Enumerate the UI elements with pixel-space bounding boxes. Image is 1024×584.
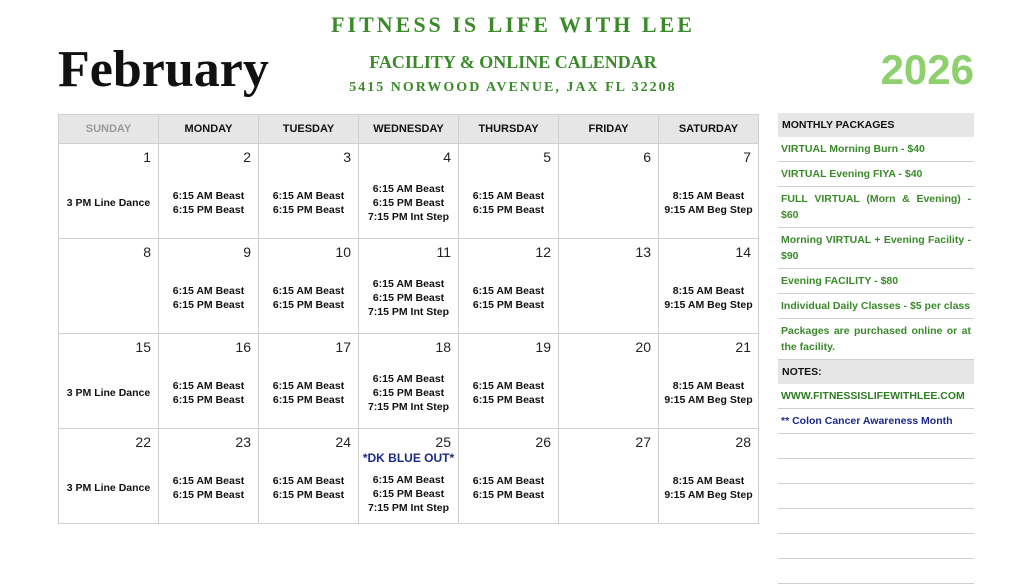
class-event: 6:15 PM Beast [172, 299, 245, 311]
day-number: 26 [535, 434, 551, 450]
class-event: 6:15 PM Beast [372, 292, 445, 304]
day-events [159, 172, 258, 234]
class-event: 3 PM Line Dance [66, 482, 151, 494]
class-event: 6:15 PM Beast [372, 197, 445, 209]
calendar-subtitle: FACILITY & ONLINE CALENDAR [369, 52, 657, 72]
website-link[interactable]: WWW.FITNESSISLIFEWITHLEE.COM [778, 384, 974, 409]
class-event: 6:15 PM Beast [172, 489, 245, 501]
day-cell [659, 144, 759, 239]
sidebar-panel [778, 113, 974, 584]
day-cell [459, 144, 559, 239]
day-number: 28 [735, 434, 751, 450]
day-cell [259, 429, 359, 524]
day-cell [459, 429, 559, 524]
notes-heading: NOTES: [778, 360, 974, 384]
class-event: 6:15 AM Beast [372, 278, 445, 290]
class-event: 6:15 AM Beast [472, 380, 545, 392]
day-number: 11 [436, 244, 451, 260]
day-number: 4 [443, 149, 451, 165]
class-event: 7:15 PM Int Step [367, 401, 450, 413]
class-event: 8:15 AM Beast [672, 190, 745, 202]
class-event: 6:15 PM Beast [272, 299, 345, 311]
day-events [459, 172, 558, 234]
day-events [359, 469, 458, 519]
class-event: 6:15 AM Beast [472, 285, 545, 297]
package-item: Evening FACILITY - $80 [778, 269, 974, 294]
class-event: 6:15 PM Beast [472, 204, 545, 216]
class-event: 7:15 PM Int Step [367, 502, 450, 514]
day-events [559, 457, 658, 519]
package-item: Packages are purchased online or at the facility. [778, 319, 974, 360]
day-events [359, 172, 458, 234]
day-cell [59, 144, 159, 239]
day-cell [559, 334, 659, 429]
day-cell [459, 334, 559, 429]
day-cell [159, 239, 259, 334]
class-event: 6:15 AM Beast [172, 190, 245, 202]
day-number: 13 [635, 244, 651, 260]
day-cell [259, 239, 359, 334]
day-events [659, 267, 758, 329]
class-event: 6:15 PM Beast [272, 394, 345, 406]
package-item: VIRTUAL Morning Burn - $40 [778, 137, 974, 162]
day-cell [59, 334, 159, 429]
day-number: 18 [435, 339, 451, 355]
class-event: 7:15 PM Int Step [367, 306, 450, 318]
calendar-week-row [59, 144, 759, 239]
class-event: 6:15 PM Beast [272, 489, 345, 501]
day-number: 20 [635, 339, 651, 355]
class-event: 3 PM Line Dance [66, 387, 151, 399]
day-number: 9 [243, 244, 251, 260]
day-number: 21 [735, 339, 751, 355]
day-events [659, 457, 758, 519]
class-event: 6:15 AM Beast [272, 285, 345, 297]
year-title: 2026 [880, 46, 974, 93]
day-cell [359, 429, 459, 524]
class-event: 6:15 AM Beast [372, 474, 445, 486]
day-events [259, 457, 358, 519]
class-event: 6:15 AM Beast [372, 373, 445, 385]
facility-address: 5415 NORWOOD AVENUE, JAX FL 32208 [349, 80, 677, 95]
class-event: 6:15 PM Beast [372, 488, 445, 500]
day-events [559, 172, 658, 234]
day-cell [259, 144, 359, 239]
class-event: 9:15 AM Beg Step [664, 204, 753, 216]
class-event: 6:15 PM Beast [172, 204, 245, 216]
packages-heading: MONTHLY PACKAGES [778, 113, 974, 137]
day-cell [159, 334, 259, 429]
weekday-sunday: SUNDAY [59, 115, 159, 144]
day-number: 27 [635, 434, 651, 450]
day-events [59, 172, 158, 234]
awareness-note: ** Colon Cancer Awareness Month [778, 409, 974, 434]
note-line [778, 484, 974, 509]
class-event: 6:15 AM Beast [172, 475, 245, 487]
day-cell [659, 239, 759, 334]
class-event: 8:15 AM Beast [672, 380, 745, 392]
day-number: 15 [135, 339, 151, 355]
class-event: 6:15 AM Beast [272, 475, 345, 487]
class-event: 6:15 PM Beast [472, 394, 545, 406]
class-event: 6:15 AM Beast [272, 190, 345, 202]
brand-title: FITNESS IS LIFE WITH LEE [331, 12, 695, 37]
calendar-week-row [59, 429, 759, 524]
day-events [359, 362, 458, 424]
weekday-saturday: SATURDAY [659, 115, 759, 144]
weekday-monday: MONDAY [159, 115, 259, 144]
note-line [778, 459, 974, 484]
note-line [778, 434, 974, 459]
day-cell [359, 144, 459, 239]
day-events [659, 172, 758, 234]
day-number: 17 [335, 339, 351, 355]
day-number: 5 [543, 149, 551, 165]
package-item: Morning VIRTUAL + Evening Facility - $90 [778, 228, 974, 269]
day-events [59, 362, 158, 424]
day-number: 1 [143, 149, 151, 165]
day-note: *DK BLUE OUT* [362, 451, 455, 465]
day-events [459, 267, 558, 329]
class-event: 7:15 PM Int Step [367, 211, 450, 223]
day-number: 10 [335, 244, 351, 260]
class-event: 6:15 AM Beast [272, 380, 345, 392]
day-events [259, 267, 358, 329]
day-events [159, 267, 258, 329]
day-events [59, 457, 158, 519]
weekday-header-row [59, 115, 759, 144]
package-item: Individual Daily Classes - $5 per class [778, 294, 974, 319]
weekday-thursday: THURSDAY [459, 115, 559, 144]
class-event: 3 PM Line Dance [66, 197, 151, 209]
day-cell [259, 334, 359, 429]
day-number: 12 [535, 244, 551, 260]
class-event: 6:15 PM Beast [272, 204, 345, 216]
calendar-week-row [59, 334, 759, 429]
class-event: 6:15 AM Beast [472, 475, 545, 487]
day-events [559, 267, 658, 329]
day-events [559, 362, 658, 424]
package-item: VIRTUAL Evening FIYA - $40 [778, 162, 974, 187]
note-line [778, 534, 974, 559]
day-events [259, 362, 358, 424]
weekday-friday: FRIDAY [559, 115, 659, 144]
day-number: 24 [335, 434, 351, 450]
day-number: 7 [743, 149, 751, 165]
day-cell [559, 429, 659, 524]
day-cell [59, 239, 159, 334]
class-event: 6:15 AM Beast [472, 190, 545, 202]
package-item: FULL VIRTUAL (Morn & Evening) - $60 [778, 187, 974, 228]
day-events [459, 457, 558, 519]
day-number: 22 [135, 434, 151, 450]
day-number: 25 [435, 434, 451, 450]
day-events [159, 362, 258, 424]
day-cell [659, 429, 759, 524]
day-cell [159, 429, 259, 524]
day-events [459, 362, 558, 424]
day-cell [359, 239, 459, 334]
day-number: 14 [735, 244, 751, 260]
day-number: 19 [535, 339, 551, 355]
day-cell [159, 144, 259, 239]
calendar-grid [58, 114, 759, 524]
day-events [259, 172, 358, 234]
class-event: 6:15 AM Beast [172, 285, 245, 297]
day-events [159, 457, 258, 519]
note-line [778, 559, 974, 584]
month-title: February [58, 41, 269, 98]
day-number: 16 [235, 339, 251, 355]
class-event: 6:15 PM Beast [372, 387, 445, 399]
day-cell [559, 144, 659, 239]
day-number: 2 [243, 149, 251, 165]
day-cell [459, 239, 559, 334]
day-events [359, 267, 458, 329]
note-line [778, 509, 974, 534]
class-event: 8:15 AM Beast [672, 475, 745, 487]
class-event: 8:15 AM Beast [672, 285, 745, 297]
packages-list [778, 137, 974, 360]
day-events [659, 362, 758, 424]
day-cell [359, 334, 459, 429]
day-cell [659, 334, 759, 429]
class-event: 6:15 PM Beast [472, 489, 545, 501]
calendar-week-row [59, 239, 759, 334]
day-events [59, 267, 158, 329]
day-number: 3 [343, 149, 351, 165]
weekday-tuesday: TUESDAY [259, 115, 359, 144]
class-event: 6:15 PM Beast [172, 394, 245, 406]
weekday-wednesday: WEDNESDAY [359, 115, 459, 144]
class-event: 6:15 AM Beast [172, 380, 245, 392]
class-event: 6:15 AM Beast [372, 183, 445, 195]
class-event: 9:15 AM Beg Step [664, 299, 753, 311]
day-number: 6 [643, 149, 651, 165]
day-number: 8 [143, 244, 151, 260]
day-cell [59, 429, 159, 524]
day-cell [559, 239, 659, 334]
class-event: 6:15 PM Beast [472, 299, 545, 311]
class-event: 9:15 AM Beg Step [664, 394, 753, 406]
day-number: 23 [235, 434, 251, 450]
class-event: 9:15 AM Beg Step [664, 489, 753, 501]
